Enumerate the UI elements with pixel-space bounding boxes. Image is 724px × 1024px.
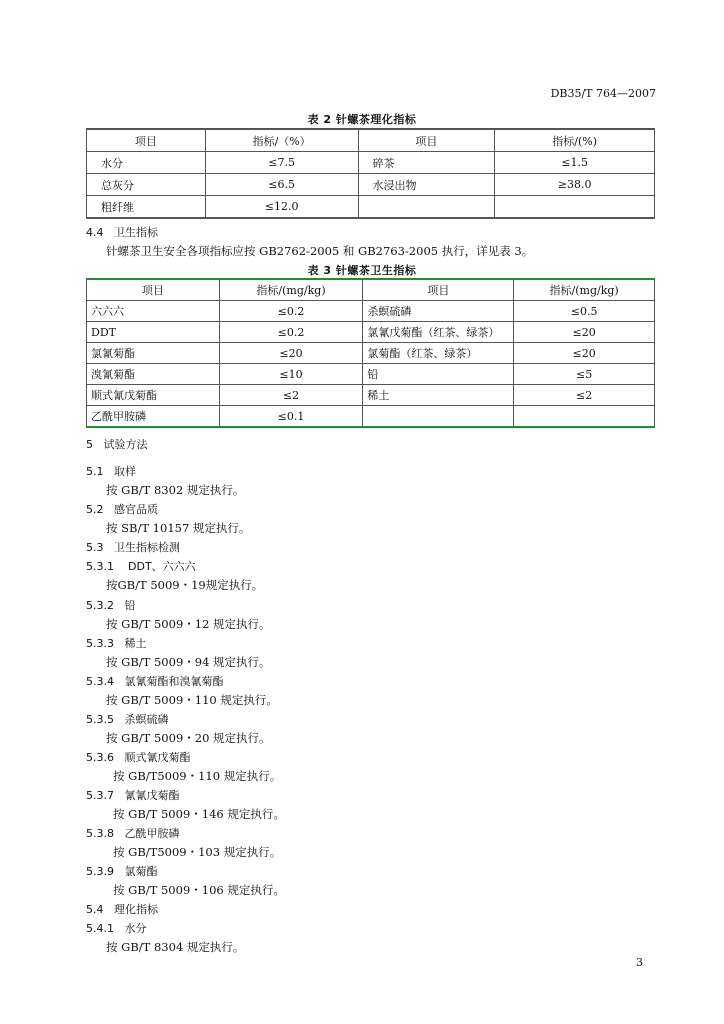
table-cell: ≤0.5 [514, 301, 655, 322]
table-cell: 总灰分 [87, 174, 206, 196]
section-heading [86, 749, 191, 765]
section-heading [86, 539, 180, 555]
section-number: 5.3.3 [86, 637, 114, 650]
table2-header-cell: 指标/（%） [205, 129, 358, 152]
section-number: 5.2 [86, 503, 104, 516]
table-row [87, 196, 655, 219]
section-number: 5.3.7 [86, 789, 114, 802]
table-cell: ≤12.0 [205, 196, 358, 219]
section-number: 5.3.9 [86, 865, 114, 878]
section-number: 5.4 [86, 903, 104, 916]
table-cell: ≥38.0 [495, 174, 655, 196]
table-cell: 六六六 [87, 301, 220, 322]
table-cell [495, 196, 655, 219]
section-heading [86, 436, 148, 452]
section-title: 氯菊酯 [124, 865, 158, 878]
paragraph: 按 GB/T5009・110 规定执行。 [113, 769, 282, 783]
table-cell: ≤7.5 [205, 152, 358, 174]
table-cell: 碎茶 [358, 152, 495, 174]
table-cell: 水分 [87, 152, 206, 174]
section-heading [86, 597, 136, 613]
section-heading [86, 825, 180, 841]
paragraph: 按 GB/T 5009・146 规定执行。 [113, 807, 285, 821]
paragraph: 按 GB/T5009・103 规定执行。 [113, 845, 282, 859]
table2-header-cell: 项目 [358, 129, 495, 152]
table-cell: ≤0.2 [219, 322, 363, 343]
paragraph: 按 GB/T 5009・12 规定执行。 [106, 617, 271, 631]
section-heading [86, 635, 147, 651]
table-row [87, 364, 655, 385]
table-cell: DDT [87, 322, 220, 343]
table3-header-row [87, 279, 655, 301]
table-cell: 稀土 [363, 385, 514, 406]
section-heading [86, 501, 158, 517]
table-cell: ≤1.5 [495, 152, 655, 174]
table3 [86, 278, 655, 428]
section-title: 氰氰戊菊酯 [124, 789, 180, 802]
section-number: 5.3.8 [86, 827, 114, 840]
section-title: 乙酰甲胺磷 [124, 827, 180, 840]
document-header: DB35/T 764—2007 [550, 87, 656, 100]
section-number: 5.1 [86, 465, 104, 478]
section-title: 水分 [124, 922, 147, 935]
section-title: 取样 [114, 465, 136, 478]
table-cell: ≤20 [514, 343, 655, 364]
table-cell: ≤0.2 [219, 301, 363, 322]
table-cell: ≤2 [514, 385, 655, 406]
section-title: DDT、六六六 [128, 560, 196, 573]
table-cell [363, 406, 514, 428]
section-title: 试验方法 [103, 438, 148, 451]
table-row [87, 174, 655, 196]
paragraph: 针螺茶卫生安全各项指标应按 GB2762-2005 和 GB2763-2005 执行，详见表 3。 [106, 244, 534, 258]
table3-caption: 表 3 针螺茶卫生指标 [307, 264, 417, 277]
section-title: 杀螟硫磷 [124, 713, 169, 726]
table-cell: 氯氰菊酯 [87, 343, 220, 364]
page-number: 3 [636, 956, 643, 969]
table2 [86, 128, 655, 219]
table3-header-cell: 指标/(mg/kg) [219, 279, 363, 301]
section-heading [86, 673, 224, 689]
section-title: 理化指标 [114, 903, 158, 916]
table-cell: 乙酰甲胺磷 [87, 406, 220, 428]
section-number: 4.4 [86, 226, 104, 239]
section-heading [86, 711, 169, 727]
section-number: 5.3.2 [86, 599, 114, 612]
table-row [87, 385, 655, 406]
table-cell: 水浸出物 [358, 174, 495, 196]
section-title: 感官品质 [114, 503, 158, 516]
paragraph: 按GB/T 5009・19规定执行。 [106, 578, 264, 592]
table-cell: ≤20 [219, 343, 363, 364]
section-number: 5.3 [86, 541, 104, 554]
section-number: 5.4.1 [86, 922, 114, 935]
table-cell: 铅 [363, 364, 514, 385]
section-title: 卫生指标 [114, 226, 158, 239]
paragraph: 按 GB/T 5009・94 规定执行。 [106, 655, 271, 669]
section-title: 顺式氰戊菊酯 [124, 751, 191, 764]
section-title: 卫生指标检测 [114, 541, 180, 554]
table2-header-cell: 指标/(%) [495, 129, 655, 152]
table-row [87, 406, 655, 428]
section-heading [86, 920, 147, 936]
section-number: 5.3.6 [86, 751, 114, 764]
table-cell: ≤20 [514, 322, 655, 343]
paragraph: 按 GB/T 8302 规定执行。 [106, 483, 245, 497]
section-number: 5.3.5 [86, 713, 114, 726]
table3-header-cell: 指标/(mg/kg) [514, 279, 655, 301]
section-heading [86, 558, 196, 574]
section-heading [86, 901, 158, 917]
table-row [87, 343, 655, 364]
table-cell: 杀螟硫磷 [363, 301, 514, 322]
paragraph: 按 GB/T 5009・110 规定执行。 [106, 693, 278, 707]
table-cell: ≤0.1 [219, 406, 363, 428]
table-cell [358, 196, 495, 219]
table-cell: ≤6.5 [205, 174, 358, 196]
table-cell: 粗纤维 [87, 196, 206, 219]
table-row [87, 322, 655, 343]
paragraph: 按 GB/T 5009・20 规定执行。 [106, 731, 271, 745]
table-cell: 氯菊酯（红茶、绿茶） [363, 343, 514, 364]
section-heading [86, 863, 158, 879]
table-cell: ≤10 [219, 364, 363, 385]
table-row [87, 152, 655, 174]
section-heading [86, 463, 136, 479]
table-cell: ≤5 [514, 364, 655, 385]
table3-header-cell: 项目 [87, 279, 220, 301]
paragraph: 按 SB/T 10157 规定执行。 [106, 521, 251, 535]
section-title: 稀土 [124, 637, 147, 650]
table3-header-cell: 项目 [363, 279, 514, 301]
paragraph: 按 GB/T 5009・106 规定执行。 [113, 883, 285, 897]
section-heading [86, 787, 180, 803]
section-heading-4-4 [86, 224, 158, 240]
table2-header-cell: 项目 [87, 129, 206, 152]
section-number: 5.3.1 [86, 560, 114, 573]
section-number: 5 [86, 438, 93, 451]
section-number: 5.3.4 [86, 675, 114, 688]
table2-caption: 表 2 针螺茶理化指标 [307, 113, 417, 126]
table-cell: ≤2 [219, 385, 363, 406]
table-cell: 溴氰菊酯 [87, 364, 220, 385]
table-row [87, 301, 655, 322]
table-cell: 氯氰戊菊酯（红茶、绿茶） [363, 322, 514, 343]
paragraph: 按 GB/T 8304 规定执行。 [106, 940, 245, 954]
table-cell: 顺式氰戊菊酯 [87, 385, 220, 406]
table-cell [514, 406, 655, 428]
section-title: 氯氰菊酯和溴氰菊酯 [124, 675, 224, 688]
section-title: 铅 [124, 599, 136, 612]
table2-header-row [87, 129, 655, 152]
